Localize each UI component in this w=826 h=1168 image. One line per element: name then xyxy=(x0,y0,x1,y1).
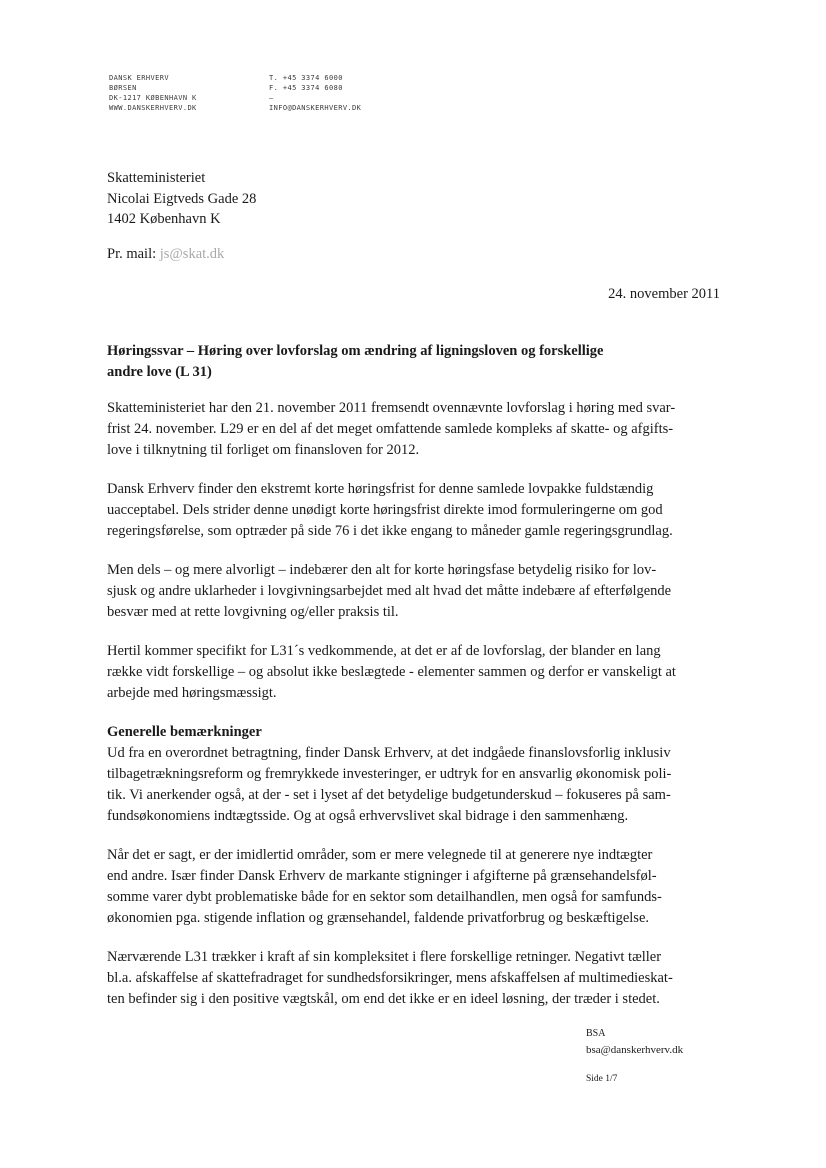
text-line: besvær med at rette lovgivning og/eller praksis til. xyxy=(107,604,399,620)
text-line: tilbagetrækningsreform og fremrykkede investeringer, er udtryk for en ansvarlig økonomisk poli- xyxy=(107,766,672,782)
letter-date: 24. november 2011 xyxy=(608,286,720,302)
letterhead-phone: T. +45 3374 6000 xyxy=(269,74,343,82)
letterhead-contact xyxy=(269,73,361,113)
text-line: arbejde med høringsmæssigt. xyxy=(107,685,277,701)
text-line: end andre. Især finder Dansk Erhverv de markante stigninger i afgifterne på grænsehandelsføl- xyxy=(107,868,657,884)
recipient-street: Nicolai Eigtveds Gade 28 xyxy=(107,190,257,207)
sender-initials: BSA xyxy=(586,1028,606,1039)
text-line: ten befinder sig i den positive vægtskål, om end det ikke er en ideel løsning, der træder i stedet. xyxy=(107,991,660,1007)
subject-heading xyxy=(107,341,722,382)
paragraph xyxy=(107,947,727,1010)
text-line: tik. Vi anerkender også, at der - set i lyset af det betydelige budgetunderskud – fokuseres på sam- xyxy=(107,787,671,803)
text-line: sjusk og andre uklarheder i lovgivningsarbejdet med alt hvad det måtte indebære af efterfølgende xyxy=(107,583,672,599)
mail-line xyxy=(107,244,224,264)
paragraph xyxy=(107,722,727,827)
text-line: Nærværende L31 trækker i kraft af sin kompleksitet i flere forskellige retninger. Negativt tæller xyxy=(107,949,662,965)
text-line: Ud fra en overordnet betragtning, finder Dansk Erhverv, at det indgåede finanslovsforlig inklusiv xyxy=(107,745,671,761)
text-line: økonomien pga. stigende inflation og grænsehandel, faldende privatforbrug og beskæftigelse. xyxy=(107,910,650,926)
recipient-city: 1402 København K xyxy=(107,211,221,227)
sender-email: bsa@danskerhverv.dk xyxy=(586,1044,684,1056)
paragraph xyxy=(107,845,727,929)
text-line: bl.a. afskaffelse af skattefradraget for sundhedsforsikringer, mens afskaffelsen af multimedieskat- xyxy=(107,970,673,986)
text-line: frist 24. november. L29 er en del af det meget omfattende samlede kompleks af skatte- og afgifts- xyxy=(107,421,674,437)
subject-line: andre love (L 31) xyxy=(107,363,212,380)
text-line: fundsøkonomiens indtægtsside. Og at også erhvervslivet skal bidrage i den sammenhæng. xyxy=(107,808,629,824)
letterhead-email: INFO@DANSKERHVERV.DK xyxy=(269,104,362,112)
recipient-name: Skatteministeriet xyxy=(107,170,206,186)
page-number: Side 1/7 xyxy=(586,1074,618,1084)
letterhead-line: BØRSEN xyxy=(109,84,137,92)
text-line: uacceptabel. Dels strider denne unødigt korte høringsfrist direkte imod formuleringerne om god xyxy=(107,502,663,518)
text-line: love i tilknytning til forliget om finansloven for 2012. xyxy=(107,442,420,458)
letterhead-line: DK-1217 KØBENHAVN K xyxy=(109,94,197,102)
text-line: Men dels – og mere alvorligt – indebærer den alt for korte høringsfase betydelig risiko for lov- xyxy=(107,562,657,578)
text-line: Skatteministeriet har den 21. november 2011 fremsendt ovennævnte lovforslag i høring med svar- xyxy=(107,400,676,416)
letterhead-dash: – xyxy=(269,94,274,102)
paragraph xyxy=(107,641,727,704)
text-line: Dansk Erhverv finder den ekstremt korte høringsfrist for denne samlede lovpakke fuldstændig xyxy=(107,481,654,497)
footer xyxy=(586,1025,683,1088)
paragraph xyxy=(107,398,727,461)
text-line: Hertil kommer specifikt for L31´s vedkommende, at det er af de lovforslag, der blander en lang xyxy=(107,643,661,659)
recipient-address xyxy=(107,168,256,230)
letterhead-fax: F. +45 3374 6080 xyxy=(269,84,343,92)
letter-body xyxy=(107,398,727,1028)
paragraph xyxy=(107,560,727,623)
letterhead-line: DANSK ERHVERV xyxy=(109,74,169,82)
mail-address: js@skat.dk xyxy=(159,246,225,262)
letterhead-company xyxy=(109,73,197,113)
mail-label: Pr. mail: xyxy=(107,246,157,262)
subject-line: Høringssvar – Høring over lovforslag om ændring af ligningsloven og forskellige xyxy=(107,343,604,359)
letterhead-website: WWW.DANSKERHVERV.DK xyxy=(109,104,197,112)
text-line: regeringsførelse, som optræder på side 76 i det ikke engang to måneder gamle regeringsgrundlag. xyxy=(107,523,673,539)
text-line: Når det er sagt, er der imidlertid områder, som er mere velegnede til at generere nye indtægter xyxy=(107,847,653,863)
paragraph xyxy=(107,479,727,542)
section-heading: Generelle bemærkninger xyxy=(107,724,262,740)
text-line: somme varer dybt problematiske både for en sektor som detailhandlen, men også for samfunds- xyxy=(107,889,662,905)
text-line: række vidt forskellige – og absolut ikke beslægtede - elementer sammen og derfor er vanskeligt at xyxy=(107,664,676,680)
